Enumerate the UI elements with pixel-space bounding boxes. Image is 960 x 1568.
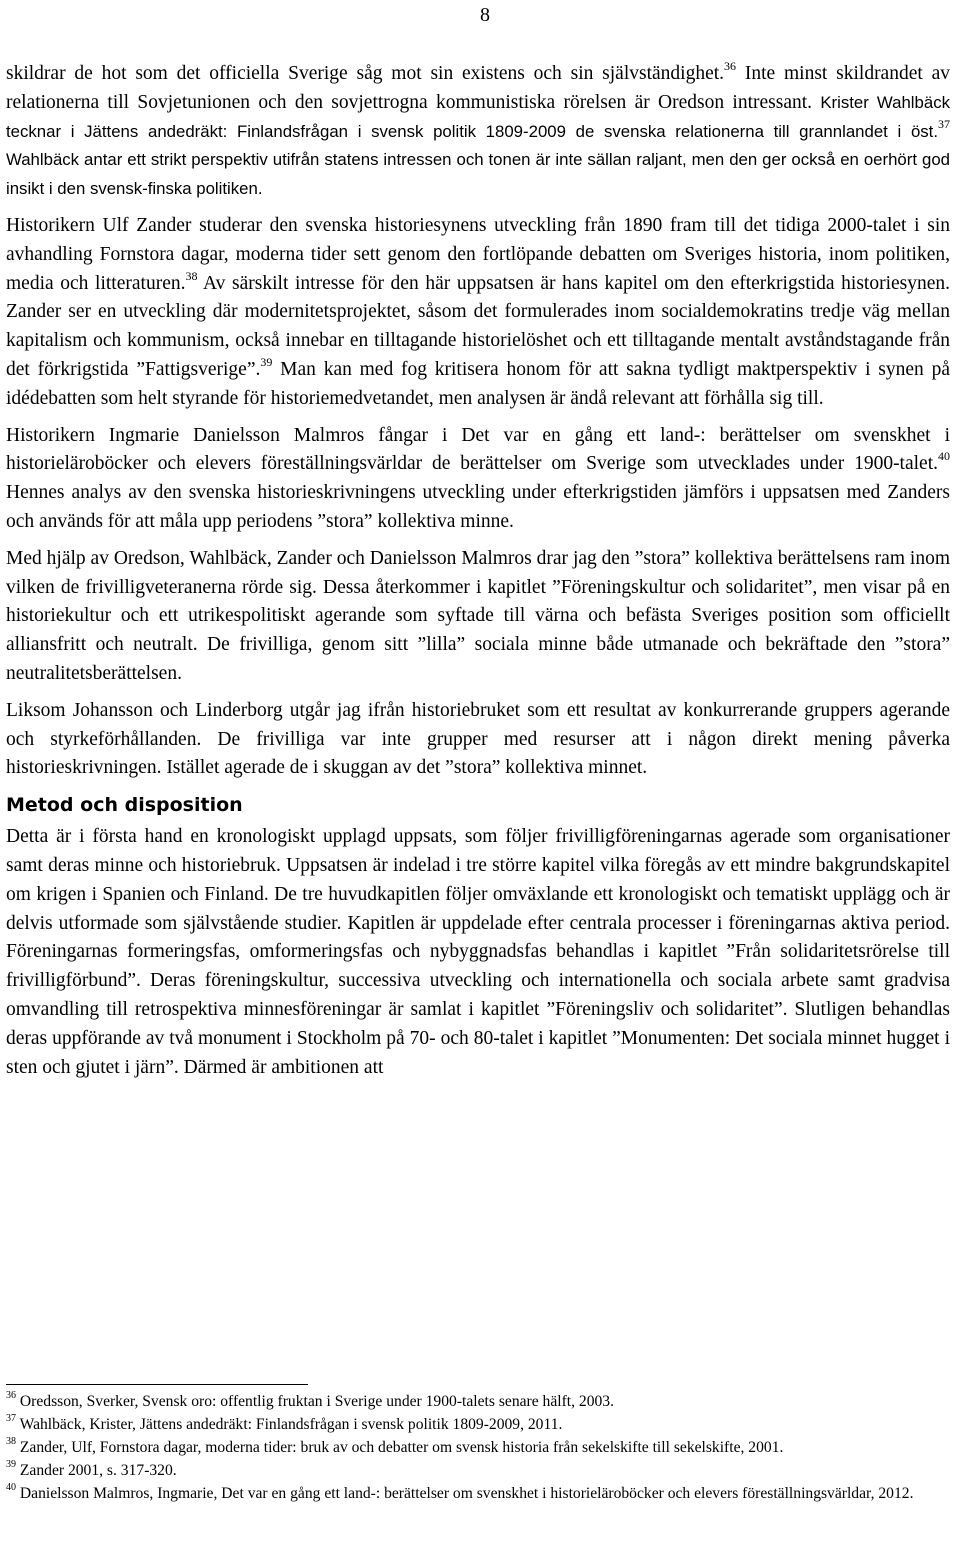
paragraph-1-text-d: Wahlbäck antar ett strikt perspektiv utifrån statens intressen och tonen är inte sällan raljant, men den ger också en oerhört god insikt i den svensk-finska politiken.	[6, 150, 950, 199]
footnote-number: 39	[6, 1459, 16, 1470]
footnote-ref-37[interactable]: 37	[938, 116, 950, 131]
footnote-38	[6, 1436, 950, 1459]
footnote-separator	[6, 1384, 308, 1385]
paragraph-1	[6, 60, 950, 204]
page-number: 8	[480, 4, 490, 26]
footnote-ref-39[interactable]: 39	[260, 354, 273, 369]
paragraph-1-text-a: skildrar de hot som det officiella Sverige såg mot sin existens och sin självständighet.	[6, 63, 725, 84]
paragraph-2-text-a: Historikern Ulf Zander studerar den svenska historiesynens utveckling från 1890 fram till det tidiga 2000-talet i sin avhandling Fornstora dagar, moderna tider sett genom den fortlöpande debatten om Sveriges historia, inom politiken, media och litteraturen.	[6, 214, 950, 294]
paragraph-3-text-a: Historikern Ingmarie Danielsson Malmros fångar i Det var en gång ett land-: berättelser om svenskhet i historieläroböcker och elevers föreställningsvärldar de berättelser om Sverige som utvecklades under 1900-talet.	[6, 424, 950, 475]
paragraph-2-text-c: Man kan med fog kritisera honom för att sakna tydligt maktperspektiv i synen på idédebatten som helt styrande för historiemedvetandet, men analysen är ändå relevant att förhålla sig till.	[6, 358, 950, 409]
paragraph-1-text-c: Krister Wahlbäck tecknar i Jättens andedräkt: Finlandsfrågan i svensk politik 1809-2009 de svenska relationerna till grannlandet i öst.	[6, 92, 950, 141]
section-heading: Metod och disposition	[6, 794, 243, 817]
footnotes	[6, 1390, 950, 1505]
footnote-39	[6, 1459, 950, 1482]
footnote-36	[6, 1390, 950, 1413]
footnote-ref-36[interactable]: 36	[724, 59, 737, 73]
footnote-text: Oredsson, Sverker, Svensk oro: offentlig fruktan i Sverige under 1900-talets senare hälft, 2003.	[16, 1393, 615, 1410]
footnote-number: 36	[6, 1390, 16, 1401]
footnote-number: 37	[6, 1413, 16, 1424]
paragraph-2	[6, 212, 950, 414]
footnote-37	[6, 1413, 950, 1436]
footnote-text: Zander, Ulf, Fornstora dagar, moderna tider: bruk av och debatter om svensk historia från sekelskifte till sekelskifte, 2001.	[16, 1439, 784, 1456]
footnote-text: Zander 2001, s. 317-320.	[16, 1462, 177, 1479]
footnote-ref-38[interactable]: 38	[185, 268, 198, 283]
footnote-text: Wahlbäck, Krister, Jättens andedräkt: Finlandsfrågan i svensk politik 1809-2009, 2011.	[16, 1416, 563, 1433]
footnote-number: 38	[6, 1436, 16, 1447]
paragraph-1-text-b: Inte minst skildrandet av relationerna till Sovjetunionen och den sovjettrogna kommunistiska rörelsen är Oredson intressant.	[6, 63, 951, 113]
footnote-ref-40[interactable]: 40	[938, 449, 950, 464]
footnote-text: Danielsson Malmros, Ingmarie, Det var en gång ett land-: berättelser om svenskhet i historieläroböcker och elevers föreställningsvärldar, 2012.	[16, 1485, 914, 1502]
paragraph-2-text-b: Av särskilt intresse för den här uppsatsen är hans kapitel om den efterkrigstida historiesynen. Zander ser en utveckling där modernitetsprojektet, såsom det formulerades inom socialdemokratins tredje väg mellan kapitalism och kommunism, också innebar en tilltagande historielöshet och ett tilltagande mentalt avståndstagande från det förkrigstida ”Fattigsverige”.	[6, 272, 951, 380]
paragraph-4: Med hjälp av Oredson, Wahlbäck, Zander och Danielsson Malmros drar jag den ”stora” kollektiva berättelsens ram inom vilken de frivilligveteranerna rörde sig. Dessa återkommer i kapitlet ”Föreningskultur och solidaritet”, men visar på en historiekultur och ett utrikespolitiskt agerande som syftade till värna och befästa Sveriges position som officiellt alliansfritt och neutralt. De frivilliga, genom sitt ”lilla” sociala minne både utmanade och bekräftade den ”stora” neutralitetsberättelsen.	[6, 547, 950, 684]
paragraph-5: Liksom Johansson och Linderborg utgår jag ifrån historiebruket som ett resultat av konkurrerande gruppers agerande och styrkeförhållanden. De frivilliga var inte grupper med resurser att i någon direkt mening påverka historieskrivningen. Istället agerade de i skuggan av det ”stora” kollektiva minnet.	[6, 699, 950, 779]
body-text	[6, 60, 950, 1090]
footnote-number: 40	[6, 1482, 16, 1493]
paragraph-6: Detta är i första hand en kronologiskt upplagd uppsats, som följer frivilligföreningarnas agerade som organisationer samt deras minne och historiebruk. Uppsatsen är indelad i tre större kapitel vilka föregås av ett mindre bakgrundskapitel om krigen i Spanien och Finland. De tre huvudkapitlen följer omväxlande ett kronologiskt och tematiskt upplägg och är delvis utformade som självstående studier. Kapitlen är uppdelade efter centrala processer i föreningarnas aktiva period. Föreningarnas formeringsfas, omformeringsfas och nybyggnadsfas behandlas i kapitlet ”Från solidaritetsrörelse till frivilligförbund”. Deras föreningskultur, successiva utveckling och internationella och sociala arbete samt gradvisa omvandling till retrospektiva minnesföreningar är samlat i kapitlet ”Föreningsliv och solidaritet”. Slutligen behandlas deras uppförande av två monument i Stockholm på 70- och 80-talet i kapitlet ”Monumenten: Det sociala minnet hugget i sten och gjutet i järn”. Därmed är ambitionen att	[6, 826, 950, 1078]
paragraph-3	[6, 422, 950, 537]
footnote-40	[6, 1482, 950, 1505]
paragraph-3-text-b: Hennes analys av den svenska historieskrivningens utveckling under efterkrigstiden jämförs i uppsatsen med Zanders och används för att måla upp periodens ”stora” kollektiva minne.	[6, 482, 950, 532]
